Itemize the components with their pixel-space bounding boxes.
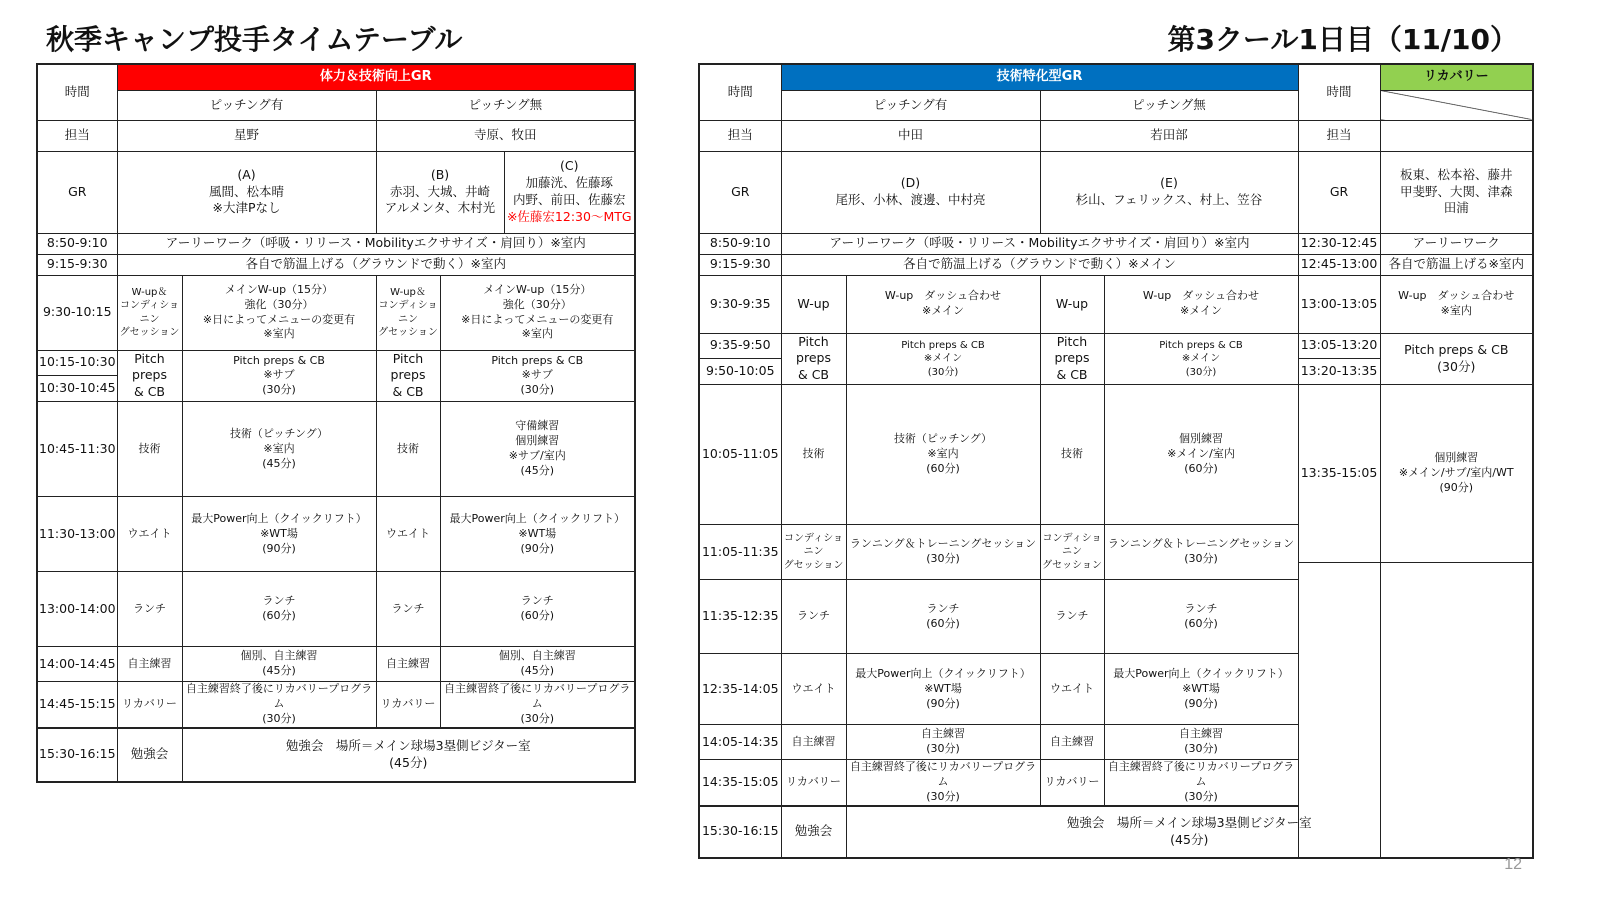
activity-label: 技術: [117, 402, 182, 497]
gr-label-recovery: GR: [1298, 151, 1380, 233]
activity-detail: メインW-up（15分） 強化（30分） ※日によってメニューの変更有 ※室内: [182, 275, 376, 350]
activity-detail: 守備練習 個別練習 ※サブ/室内 (45分): [440, 402, 635, 497]
coach-recovery: [1380, 120, 1533, 151]
activity-label: ランチ: [781, 580, 846, 654]
activity-label: W-up: [1040, 275, 1104, 333]
activity-detail: 最大Power向上（クイックリフト） ※WT場 (90分): [182, 497, 376, 572]
activity-detail: ランチ (60分): [846, 580, 1040, 654]
time-cell-recovery: 12:45-13:00: [1298, 254, 1380, 275]
time-cell: 10:30-10:45: [37, 376, 117, 402]
activity-detail-recovery: 個別練習 ※メイン/サブ/室内/WT (90分): [1380, 385, 1533, 563]
warm-up-self: 各自で筋温上げる（グラウンドで動く）※メイン: [781, 254, 1298, 275]
left-timetable: [36, 63, 636, 783]
activity-detail: 最大Power向上（クイックリフト） ※WT場 (90分): [1104, 654, 1298, 725]
activity-detail: W-up ダッシュ合わせ ※メイン: [846, 275, 1040, 333]
time-cell: 14:45-15:15: [37, 682, 117, 728]
time-cell: 9:15-9:30: [699, 254, 781, 275]
time-cell: 13:00-14:00: [37, 572, 117, 647]
gr-c: [504, 151, 635, 233]
activity-detail: W-up ダッシュ合わせ ※メイン: [1104, 275, 1298, 333]
time-cell-recovery: 12:30-12:45: [1298, 233, 1380, 254]
time-cell: 10:45-11:30: [37, 402, 117, 497]
right-timetable: [698, 63, 1534, 859]
activity-detail-recovery: Pitch preps & CB (30分): [1380, 333, 1533, 385]
pitching-yes-header: ピッチング有: [117, 90, 376, 120]
tanto-label-recovery: 担当: [1298, 120, 1380, 151]
activity-detail: ランチ (60分): [182, 572, 376, 647]
gr-d: (D) 尾形、小林、渡邊、中村亮: [781, 151, 1040, 233]
coach-no: 若田部: [1040, 120, 1298, 151]
day-title: 第3クール1日目（11/10）: [1167, 23, 1518, 56]
time-cell-recovery: 13:20-13:35: [1298, 359, 1380, 385]
activity-label: 自主練習: [1040, 725, 1104, 760]
diagonal-cell: [1380, 90, 1533, 120]
activity-label: コンディショニン グセッション: [1040, 525, 1104, 580]
activity-detail: 自主練習 (30分): [846, 725, 1040, 760]
activity-detail: Pitch preps & CB ※メイン (30分): [1104, 333, 1298, 385]
activity-label: 技術: [781, 385, 846, 525]
pitching-no-header: ピッチング無: [376, 90, 635, 120]
activity-label: Pitch preps & CB: [781, 333, 846, 385]
activity-detail: 個別、自主練習 (45分): [182, 647, 376, 682]
activity-detail: 自主練習終了後にリカバリープログラム (30分): [1104, 760, 1298, 806]
activity-label: ウエイト: [376, 497, 440, 572]
warm-up-self: 各自で筋温上げる（グラウンドで動く）※室内: [117, 254, 635, 275]
activity-label: リカバリー: [376, 682, 440, 728]
page-number: 12: [1504, 856, 1522, 873]
time-header: 時間: [699, 64, 781, 120]
activity-label: W-up＆ コンディショニン グセッション: [117, 275, 182, 350]
activity-label: リカバリー: [781, 760, 846, 806]
activity-detail: ランチ (60分): [1104, 580, 1298, 654]
time-cell: 10:15-10:30: [37, 350, 117, 376]
activity-label: ウエイト: [117, 497, 182, 572]
pitching-no-header: ピッチング無: [1040, 90, 1298, 120]
activity-detail: Pitch preps & CB ※メイン (30分): [846, 333, 1040, 385]
early-work: アーリーワーク（呼吸・リリース・Mobilityエクササイズ・肩回り）※室内: [117, 233, 635, 254]
activity-detail: 技術（ピッチング） ※室内 (45分): [182, 402, 376, 497]
activity-label: 自主練習: [117, 647, 182, 682]
time-header-recovery: 時間: [1298, 64, 1380, 120]
activity-detail: 自主練習 (30分): [1104, 725, 1298, 760]
group-header-strength: 体力＆技術向上GR: [117, 64, 635, 90]
coach-yes: 星野: [117, 120, 376, 151]
activity-label: ランチ: [117, 572, 182, 647]
activity-detail: ランニング＆トレーニングセッション (30分): [846, 525, 1040, 580]
activity-label: ウエイト: [1040, 654, 1104, 725]
early-work: アーリーワーク（呼吸・リリース・Mobilityエクササイズ・肩回り）※室内: [781, 233, 1298, 254]
activity-detail: メインW-up（15分） 強化（30分） ※日によってメニューの変更有 ※室内: [440, 275, 635, 350]
time-cell: 14:00-14:45: [37, 647, 117, 682]
time-header: 時間: [37, 64, 117, 120]
activity-label: リカバリー: [117, 682, 182, 728]
activity-detail: 個別練習 ※メイン/室内 (60分): [1104, 385, 1298, 525]
activity-detail: Pitch preps & CB ※サブ (30分): [182, 350, 376, 402]
activity-detail: 自主練習終了後にリカバリープログラム (30分): [846, 760, 1040, 806]
time-cell: 8:50-9:10: [37, 233, 117, 254]
activity-label: Pitch preps & CB: [1040, 333, 1104, 385]
gr-label: GR: [37, 151, 117, 233]
gr-c-members: (C) 加藤洸、佐藤琢 内野、前田、佐藤宏: [513, 158, 626, 207]
activity-label: 技術: [376, 402, 440, 497]
activity-detail: 個別、自主練習 (45分): [440, 647, 635, 682]
tanto-label: 担当: [37, 120, 117, 151]
gr-a: (A) 風間、松本晴 ※大津Pなし: [117, 151, 376, 233]
gr-e: (E) 杉山、フェリックス、村上、笠谷: [1040, 151, 1298, 233]
time-cell: 8:50-9:10: [699, 233, 781, 254]
group-header-recovery: リカバリー: [1380, 64, 1533, 90]
time-cell: 12:35-14:05: [699, 654, 781, 725]
activity-label: ウエイト: [781, 654, 846, 725]
activity-label: Pitch preps & CB: [376, 350, 440, 402]
coach-yes: 中田: [781, 120, 1040, 151]
activity-label: コンディショニン グセッション: [781, 525, 846, 580]
activity-label: ランチ: [1040, 580, 1104, 654]
time-cell-recovery: 13:35-15:05: [1298, 385, 1380, 563]
tanto-label: 担当: [699, 120, 781, 151]
time-cell: 10:05-11:05: [699, 385, 781, 525]
activity-label: リカバリー: [1040, 760, 1104, 806]
time-cell: 14:05-14:35: [699, 725, 781, 760]
activity-detail: ランチ (60分): [440, 572, 635, 647]
activity-label: 自主練習: [376, 647, 440, 682]
activity-detail: 自主練習終了後にリカバリープログラム (30分): [440, 682, 635, 728]
activity-label: 自主練習: [781, 725, 846, 760]
time-cell: 9:15-9:30: [37, 254, 117, 275]
study-label: 勉強会: [781, 806, 846, 858]
gr-label: GR: [699, 151, 781, 233]
time-cell: 14:35-15:05: [699, 760, 781, 806]
activity-detail: 最大Power向上（クイックリフト） ※WT場 (90分): [846, 654, 1040, 725]
time-cell: 9:30-10:15: [37, 275, 117, 350]
study-session: 勉強会 場所＝メイン球場3塁側ビジター室 (45分): [846, 806, 1533, 858]
time-cell: 9:30-9:35: [699, 275, 781, 333]
time-cell: 9:35-9:50: [699, 333, 781, 359]
activity-detail-recovery: W-up ダッシュ合わせ ※室内: [1380, 275, 1533, 333]
gr-b: (B) 赤羽、大城、井崎 アルメンタ、木村光: [376, 151, 504, 233]
activity-label: W-up: [781, 275, 846, 333]
activity-detail: ランニング＆トレーニングセッション (30分): [1104, 525, 1298, 580]
activity-detail: 自主練習終了後にリカバリープログラム (30分): [182, 682, 376, 728]
activity-detail: 最大Power向上（クイックリフト） ※WT場 (90分): [440, 497, 635, 572]
pitching-yes-header: ピッチング有: [781, 90, 1040, 120]
early-work-recovery: アーリーワーク: [1380, 233, 1533, 254]
time-cell: 15:30-16:15: [699, 806, 781, 858]
time-cell: 11:35-12:35: [699, 580, 781, 654]
time-cell: 11:30-13:00: [37, 497, 117, 572]
activity-detail: Pitch preps & CB ※サブ (30分): [440, 350, 635, 402]
activity-label: ランチ: [376, 572, 440, 647]
warm-up-recovery: 各自で筋温上げる※室内: [1380, 254, 1533, 275]
activity-label: 技術: [1040, 385, 1104, 525]
time-cell: 15:30-16:15: [37, 728, 117, 782]
activity-label: Pitch preps & CB: [117, 350, 182, 402]
time-cell: 9:50-10:05: [699, 359, 781, 385]
coach-no: 寺原、牧田: [376, 120, 635, 151]
gr-recovery: 板東、松本裕、藤井 甲斐野、大関、津森 田浦: [1380, 151, 1533, 233]
study-session: 勉強会 場所＝メイン球場3塁側ビジター室 (45分): [182, 728, 635, 782]
time-cell-recovery: 13:00-13:05: [1298, 275, 1380, 333]
activity-label: W-up＆ コンディショニン グセッション: [376, 275, 440, 350]
page-title: 秋季キャンプ投手タイムテーブル: [46, 23, 463, 56]
time-cell: 11:05-11:35: [699, 525, 781, 580]
group-header-technique: 技術特化型GR: [781, 64, 1298, 90]
activity-detail: 技術（ピッチング） ※室内 (60分): [846, 385, 1040, 525]
study-label: 勉強会: [117, 728, 182, 782]
gr-c-note: ※佐藤宏12:30～MTG: [506, 208, 632, 224]
time-cell-recovery: 13:05-13:20: [1298, 333, 1380, 359]
